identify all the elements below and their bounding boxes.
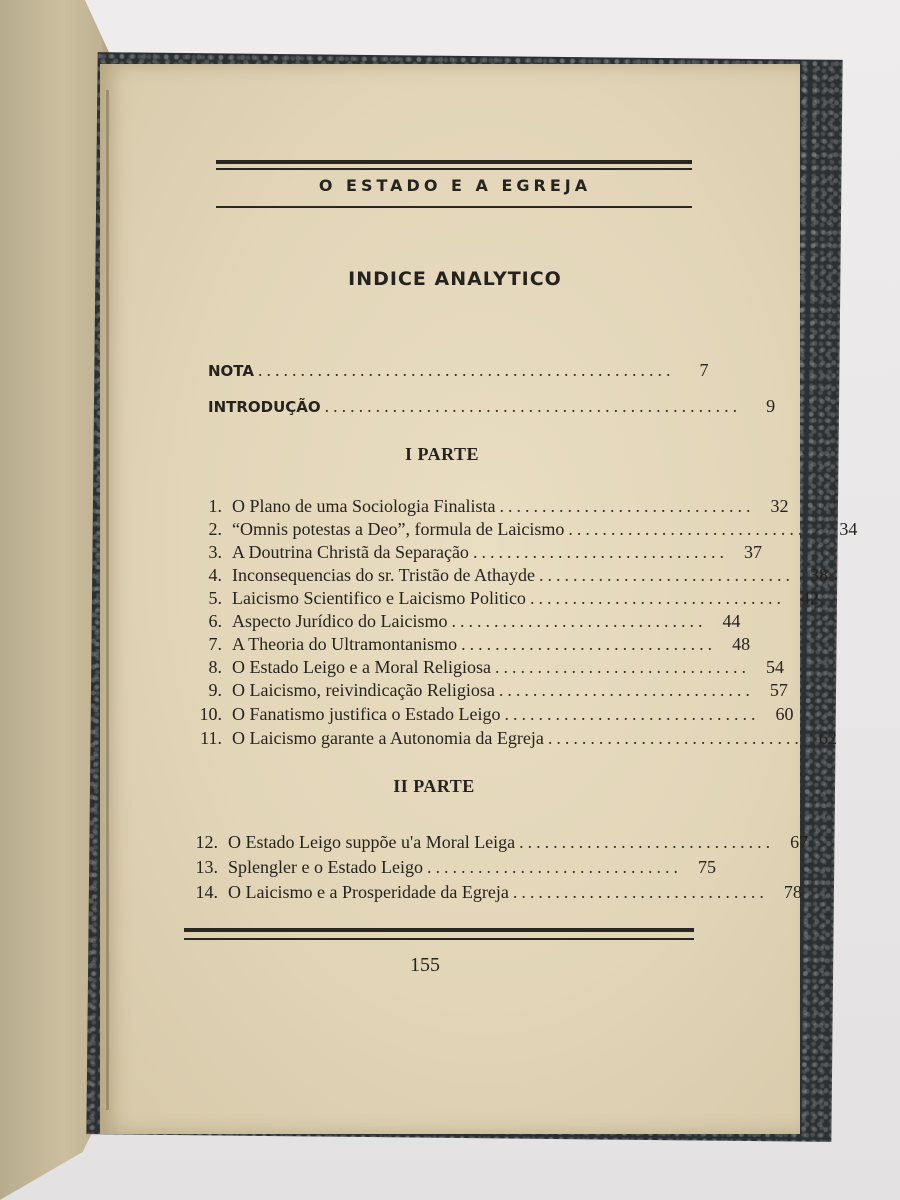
toc-entry-page: 9: [766, 396, 776, 416]
toc-entry: [188, 728, 837, 752]
toc-entry: [184, 857, 716, 881]
toc-entry: [188, 565, 828, 589]
leader-dots: ..............................: [547, 728, 803, 748]
toc-entry-page: 42: [800, 588, 819, 608]
toc-entry-number: 4.: [208, 565, 222, 585]
leader-dots: ..............................: [499, 496, 755, 516]
toc-entry-introducao: [208, 396, 776, 420]
part-heading-ii: II PARTE: [393, 776, 475, 796]
leader-dots: ..............................: [568, 519, 824, 539]
header-rule-top: [216, 160, 692, 164]
toc-entry-label: O Fanatismo justifica o Estado Leigo: [232, 704, 501, 724]
leader-dots: ..............................: [498, 680, 754, 700]
toc-entry-label: “Omnis potestas a Deo”, formula de Laicismo: [232, 519, 565, 539]
leader-dots: ..............................: [426, 857, 682, 877]
toc-entry-number: 9.: [208, 680, 222, 700]
toc-entry-label: O Estado Leigo e a Moral Religiosa: [232, 657, 491, 677]
toc-entry-label: O Laicismo, reivindicação Religiosa: [232, 680, 495, 700]
toc-entry: [188, 496, 789, 520]
toc-entry-page: 54: [765, 657, 784, 677]
toc-entry-label: Aspecto Jurídico do Laicismo: [232, 611, 448, 631]
toc-entry-label: O Estado Leigo suppõe u'a Moral Leiga: [228, 832, 516, 852]
toc-entry-page: 60: [775, 704, 794, 724]
toc-entry: [188, 588, 819, 612]
leader-dots: ..............................: [504, 704, 760, 724]
toc-entry-label: O Laicismo e a Prosperidade da Egreja: [228, 882, 509, 902]
toc-entry-page: 57: [769, 680, 788, 700]
toc-entry-number: 8.: [208, 657, 222, 677]
leader-dots: ..............................: [472, 542, 728, 562]
toc-entry-label: A Theoria do Ultramontanismo: [232, 634, 458, 654]
toc-entry-label: Splengler e o Estado Leigo: [228, 857, 423, 877]
toc-entry-page: 34: [839, 519, 858, 539]
toc-entry-label: O Laicismo garante a Autonomia da Egreja: [232, 728, 544, 748]
toc-entry-label: NOTA: [208, 362, 254, 380]
leader-dots: ..............................: [494, 657, 750, 677]
toc-entry-number: 12.: [195, 832, 218, 852]
toc-entry: [188, 542, 762, 566]
toc-entry-nota: [208, 360, 709, 384]
header-rule-bottom: [216, 206, 692, 208]
toc-entry: [188, 680, 788, 704]
running-head: O ESTADO E A EGREJA: [318, 176, 592, 195]
footer-rule-top: [184, 928, 694, 932]
toc-entry-label: Inconsequencias do sr. Tristão de Athayde: [232, 565, 535, 585]
toc-entry-page: 75: [697, 857, 716, 877]
toc-entry-page: 37: [743, 542, 762, 562]
toc-entry-number: 6.: [208, 611, 222, 631]
toc-entry-number: 14.: [195, 882, 218, 902]
toc-entry-page: 48: [732, 634, 751, 654]
toc-entry-number: 5.: [208, 588, 222, 608]
toc-entry-label: A Doutrina Christã da Separação: [232, 542, 469, 562]
toc-entry-page: 78: [783, 882, 802, 902]
header-rule-top-thin: [216, 168, 692, 170]
toc-entry-number: 10.: [199, 704, 222, 724]
toc-entry: [188, 634, 751, 658]
toc-entry-number: 3.: [208, 542, 222, 562]
toc-entry-page: 38: [809, 565, 828, 585]
leader-dots: ..............................: [519, 832, 775, 852]
toc-entry-page: 62: [818, 728, 837, 748]
leader-dots: ..............................: [451, 611, 707, 631]
toc-entry: [188, 611, 741, 635]
footer-rule-bottom: [184, 938, 694, 940]
part-heading-i: I PARTE: [404, 444, 480, 464]
toc-entry: [188, 657, 784, 681]
leader-dots: ..............................: [461, 634, 717, 654]
toc-entry-page: 67: [790, 832, 809, 852]
leader-dots: ..............................: [512, 882, 768, 902]
toc-entry: [184, 882, 802, 906]
index-title: INDICE ANALYTICO: [348, 268, 562, 290]
toc-entry-page: 7: [699, 360, 709, 380]
toc-entry-number: 2.: [208, 519, 222, 539]
leader-dots: .................................................: [257, 360, 675, 380]
toc-entry: [188, 704, 794, 728]
toc-entry-page: 44: [722, 611, 741, 631]
toc-entry: [188, 519, 858, 543]
toc-entry: [184, 832, 809, 856]
toc-entry-number: 7.: [208, 634, 222, 654]
leader-dots: .................................................: [324, 396, 742, 416]
toc-entry-label: O Plano de uma Sociologia Finalista: [232, 496, 496, 516]
page-number: 155: [410, 954, 440, 976]
toc-entry-number: 11.: [200, 728, 222, 748]
toc-entry-label: INTRODUÇÃO: [208, 398, 321, 416]
leader-dots: ..............................: [529, 588, 785, 608]
toc-entry-page: 32: [770, 496, 789, 516]
toc-entry-number: 13.: [195, 857, 218, 877]
toc-entry-label: Laicismo Scientifico e Laicismo Politico: [232, 588, 526, 608]
toc-entry-number: 1.: [208, 496, 222, 516]
leader-dots: ..............................: [538, 565, 794, 585]
